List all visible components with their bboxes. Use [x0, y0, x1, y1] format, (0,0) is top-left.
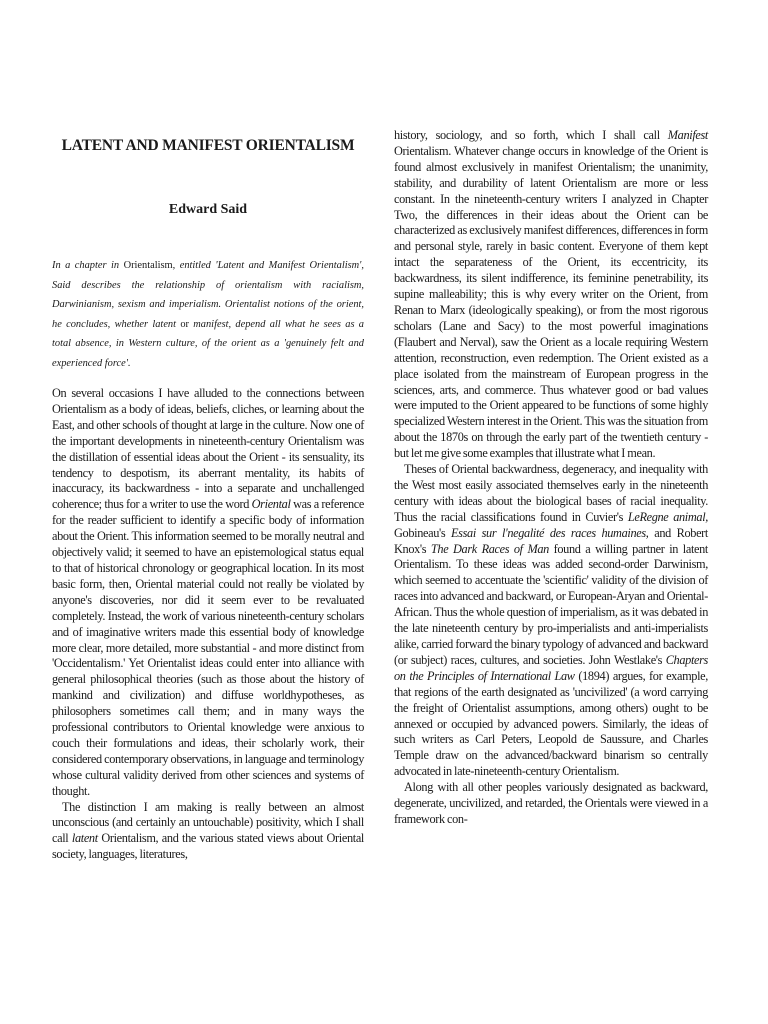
paragraph-text: found a willing partner in latent Orientalism. To these ideas was added second-order Darwinism, which seemed to accentuate the 'scientific' validity of the division of races into advanced and backward, or European-Aryan and Oriental-African. Thus the whole question of imperialism, as it was debated in the late nineteenth century by pro-imperialists and anti-imperialists alike, carried forward the binary typology of advanced and backward (or subject) races, cultures, and societies. John Westlake's [394, 541, 708, 667]
book-title-gobineau: Essai sur l'negalité des races humaines, [451, 525, 649, 540]
book-title-knox: The Dark Races of Man [430, 541, 549, 556]
emphasis-latent: latent [71, 831, 98, 846]
article-title: LATENT AND MANIFEST ORIENTALISM [61, 137, 355, 154]
paragraph-text: Theses of Oriental backwardness, degeneracy, and inequality with the West most easily associated themselves early in the nineteenth century with ideas about the biological bases of racial inequality. Thus the racial classifications found in Cuvier's [394, 462, 708, 524]
paragraph [394, 128, 708, 462]
abstract-or: or [180, 318, 189, 330]
paragraph-text: was a reference for the reader sufficient to identify a specific body of information about the Orient. This information seemed to be morally neutral and objectively valid; it seemed to have an epistemological status equal to that of historical chronology or geographical location. In its most basic form, then, Oriental material could not really be violated by anyone's discoveries, nor did it seem ever to be revaluated completely. Instead, the work of various nineteenth-century scholars and of imaginative writers made this essential body of knowledge more clear, more detailed, more substantial - and more distinct from 'Occidentalism.' Yet Orientalist ideas could enter into alliance with general philosophical theories (such as those about the history of mankind and civilization) and diffuse worldhypotheses, as philosophers sometimes call them; and in many ways the professional contributors to Oriental knowledge were anxious to couch their formulations and ideas, their scholarly work, their considered contemporary observations, in language and terminology whose cultural validity derived from other sciences and systems of thought. [52, 497, 364, 798]
paragraph-text: Orientalism. Whatever change occurs in knowledge of the Orient is found almost exclusively in manifest Orientalism; the unanimity, stability, and durability of latent Orientalism are more or less constant. In the nineteenth-century writers I analyzed in Chapter Two, the differences in their ideas about the Orient can be characterized as exclusively manifest differences, differences in form and personal style, rarely in basic content. Everyone of them kept intact the separateness of the Orient, its eccentricity, its backwardness, its silent indifference, its feminine penetrability, its supine malleability; this is why every writer on the Orient, from Renan to Marx (ideologically speaking), or from the most rigorous scholars (Lane and Sacy) to the most powerful imaginations (Flaubert and Nerval), saw the Orient as a locale requiring Western attention, reconstruction, even redemption. The Orient existed as a place isolated from the mainstream of European progress in the sciences, arts, and commerce. Thus whatever good or bad values were imputed to the Orient appeared to be functions of some highly specialized Western interest in the Orient. This was the situation from about the 1870s on through the early part of the twentieth century - but let me give some examples that illustrate what I mean. [394, 143, 708, 461]
paragraph-text: Orientalism, and the various stated views about Oriental society, languages, literatures, [52, 831, 365, 862]
abstract-book-title: Orientalism [123, 260, 173, 271]
article-author: Edward Said [168, 202, 248, 217]
abstract-text-3: manifest, depend all what he sees as a total absence, in Western culture, of the orient as a 'genuinely felt and experienced force'. [52, 318, 364, 369]
paragraph-text: The distinction I am making is really between an almost unconscious (and certainly an untouchable) positivity, which I shall call [52, 799, 364, 846]
paragraph [394, 462, 708, 780]
left-body-text [52, 386, 364, 863]
emphasis-oriental: Oriental [251, 497, 291, 512]
paragraph-text: and Robert Knox's [394, 525, 708, 556]
abstract-text-1: In a chapter in [52, 260, 124, 271]
paragraph [52, 800, 364, 864]
book-title-westlake: Chapters on the Principles of International Law [394, 652, 708, 683]
right-body-text [394, 128, 708, 828]
paragraph: Along with all other peoples variously designated as backward, degenerate, uncivilized, and retarded, the Orientals were viewed in a framework con- [394, 780, 708, 826]
paragraph [52, 386, 364, 800]
abstract [52, 256, 364, 373]
book-title-cuvier: LeRegne animal, [627, 509, 708, 524]
abstract-text-2: , entitled 'Latent and Manifest Orientalism', Said describes the relationship of orientalism with racialism, Darwinianism, sexism and imperialism. Orientalist notions of the orient, he concludes, whether latent [52, 260, 364, 330]
paragraph-text: On several occasions I have alluded to the connections between Orientalism as a body of ideas, beliefs, cliches, or learning about the East, and other schools of thought at large in the culture. Now one of the important developments in nineteenth-century Orientalism was the distillation of essential ideas about the Orient - its sensuality, its tendency to despotism, its aberrant mentality, its habits of inaccuracy, its backwardness - into a separate and unchallenged coherence; thus for a writer to use the word [52, 386, 364, 512]
paragraph-text: history, sociology, and so forth, which I shall call [394, 128, 668, 142]
paragraph-text: (1894) argues, for example, that regions of the earth designated as 'uncivilized' (a word carrying the freight of Orientalist assumptions, among others) ought to be annexed or occupied by advanced powers. Similarly, the ideas of such writers as Carl Peters, Leopold de Saussure, and Charles Temple draw on the advanced/backward binarism so centrally advocated in late-nineteenth-century Orientalism. [394, 668, 708, 779]
emphasis-manifest: Manifest [667, 128, 708, 142]
paragraph-text: Gobineau's [394, 525, 452, 540]
